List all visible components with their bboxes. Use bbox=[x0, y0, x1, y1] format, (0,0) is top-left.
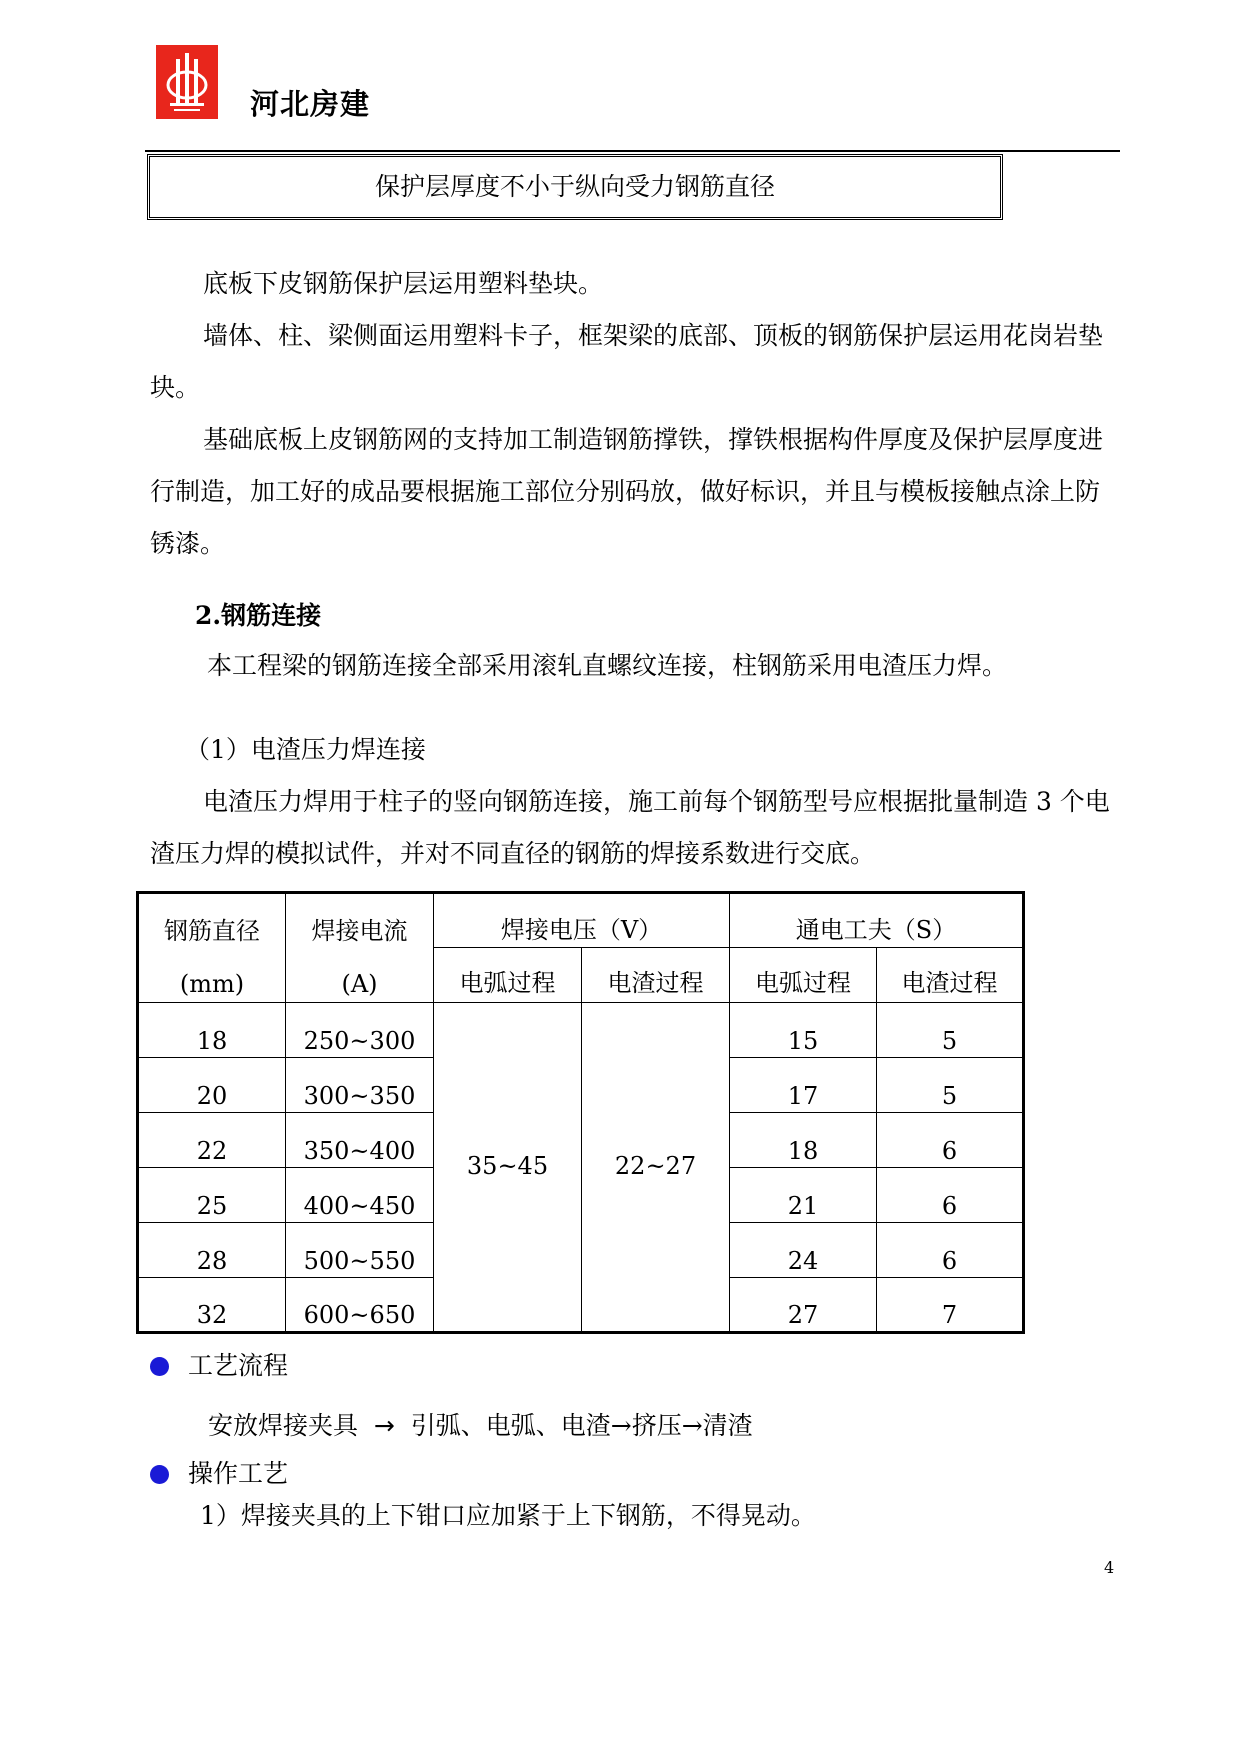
cell-time-slag: 6 bbox=[877, 1223, 1024, 1278]
sub-paragraph: 电渣压力焊用于柱子的竖向钢筋连接，施工前每个钢筋型号应根据批量制造 3 个电渣压力焊的模拟试件，并对不同直径的钢筋的焊接系数进行交底。 bbox=[150, 787, 1110, 868]
welding-parameter-table bbox=[136, 891, 1025, 1334]
cell-time-arc: 18 bbox=[730, 1113, 877, 1168]
cell-time-arc: 24 bbox=[730, 1223, 877, 1278]
table-row bbox=[138, 1003, 1024, 1058]
cell-current: 600~650 bbox=[286, 1278, 434, 1333]
cell-time-slag: 5 bbox=[877, 1003, 1024, 1058]
header-diameter: 钢筋直径 bbox=[138, 893, 286, 948]
cell-voltage-slag: 22~27 bbox=[582, 1003, 730, 1333]
cell-current: 250~300 bbox=[286, 1003, 434, 1058]
cell-diameter: 25 bbox=[138, 1168, 286, 1223]
cell-current: 350~400 bbox=[286, 1113, 434, 1168]
flow-start: 安放焊接夹具 bbox=[208, 1411, 359, 1440]
header-time-arc: 电弧过程 bbox=[730, 948, 877, 1003]
cell-time-slag: 6 bbox=[877, 1168, 1024, 1223]
cell-current: 500~550 bbox=[286, 1223, 434, 1278]
operation-step-1: 1）焊接夹具的上下钳口应加紧于上下钢筋，不得晃动。 bbox=[200, 1501, 816, 1530]
company-name: 河北房建 bbox=[250, 87, 371, 121]
boxed-title: 保护层厚度不小于纵向受力钢筋直径 bbox=[147, 154, 1003, 220]
cell-time-slag: 5 bbox=[877, 1058, 1024, 1113]
header-time: 通电工夫（S） bbox=[730, 893, 1024, 948]
cell-diameter: 28 bbox=[138, 1223, 286, 1278]
bullet-icon bbox=[150, 1357, 169, 1376]
cell-time-arc: 17 bbox=[730, 1058, 877, 1113]
header-divider bbox=[145, 150, 1120, 152]
cell-time-arc: 15 bbox=[730, 1003, 877, 1058]
header-voltage: 焊接电压（V） bbox=[434, 893, 730, 948]
company-logo bbox=[156, 45, 218, 119]
cell-time-slag: 7 bbox=[877, 1278, 1024, 1333]
paragraph-wall-cover: 墙体、柱、梁侧面运用塑料卡子，框架梁的底部、顶板的钢筋保护层运用花岗岩垫块。 bbox=[150, 321, 1104, 402]
cell-voltage-arc: 35~45 bbox=[434, 1003, 582, 1333]
cell-time-slag: 6 bbox=[877, 1113, 1024, 1168]
sub-heading: （1）电渣压力焊连接 bbox=[185, 735, 426, 764]
cell-time-arc: 27 bbox=[730, 1278, 877, 1333]
operation-title: 操作工艺 bbox=[188, 1459, 289, 1488]
header-current-unit: (A) bbox=[286, 948, 434, 1003]
page-number: 4 bbox=[1104, 1558, 1115, 1577]
process-flow bbox=[208, 1406, 753, 1446]
cell-current: 300~350 bbox=[286, 1058, 434, 1113]
bullet-icon bbox=[150, 1465, 169, 1484]
flow-rest: 引弧、电弧、电渣→挤压→清渣 bbox=[410, 1411, 753, 1440]
header-current: 焊接电流 bbox=[286, 893, 434, 948]
cell-diameter: 18 bbox=[138, 1003, 286, 1058]
header-voltage-slag: 电渣过程 bbox=[582, 948, 730, 1003]
cell-diameter: 20 bbox=[138, 1058, 286, 1113]
cell-time-arc: 21 bbox=[730, 1168, 877, 1223]
header-voltage-arc: 电弧过程 bbox=[434, 948, 582, 1003]
header-time-slag: 电渣过程 bbox=[877, 948, 1024, 1003]
arrow-right-icon: → bbox=[373, 1411, 395, 1440]
cell-current: 400~450 bbox=[286, 1168, 434, 1223]
process-title: 工艺流程 bbox=[188, 1351, 289, 1380]
paragraph-bottom-cover: 底板下皮钢筋保护层运用塑料垫块。 bbox=[203, 269, 604, 298]
paragraph-support-iron: 基础底板上皮钢筋网的支持加工制造钢筋撑铁，撑铁根据构件厚度及保护层厚度进行制造，加工好的成品要根据施工部位分别码放，做好标识，并且与模板接触点涂上防锈漆。 bbox=[150, 425, 1104, 558]
section-intro: 本工程梁的钢筋连接全部采用滚轧直螺纹连接，柱钢筋采用电渣压力焊。 bbox=[207, 651, 1008, 680]
section-heading: 2.钢筋连接 bbox=[195, 601, 322, 630]
cell-diameter: 32 bbox=[138, 1278, 286, 1333]
cell-diameter: 22 bbox=[138, 1113, 286, 1168]
header-diameter-unit: (mm) bbox=[138, 948, 286, 1003]
